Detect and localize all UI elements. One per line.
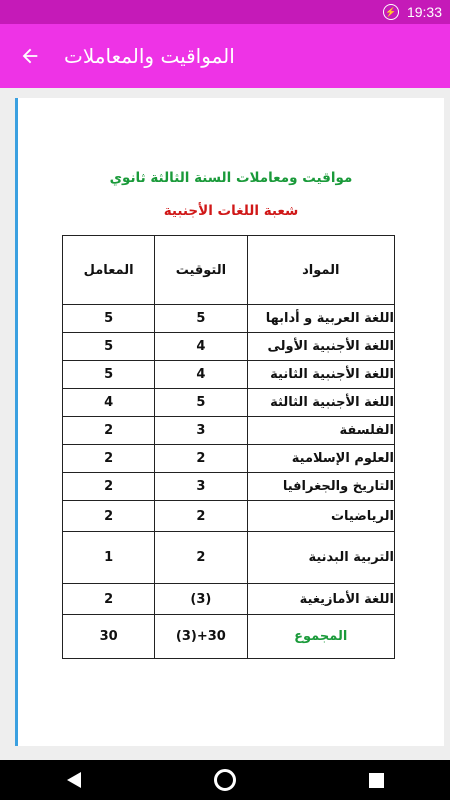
cell-coefficient: 5: [63, 333, 155, 361]
cell-coefficient: 2: [63, 445, 155, 473]
cell-subject: اللغة الأجنبية الأولى: [247, 333, 395, 361]
header-subject: المواد: [247, 236, 395, 305]
status-bar: [0, 0, 450, 24]
content-area[interactable]: [0, 88, 450, 760]
table-row: [63, 532, 395, 584]
cell-subject: التاريخ والجغرافيا: [247, 473, 395, 501]
cell-hours: 3: [155, 473, 247, 501]
total-coefficient: 30: [63, 615, 155, 659]
cell-coefficient: 5: [63, 361, 155, 389]
table-row: [63, 501, 395, 532]
table-row: [63, 361, 395, 389]
cell-hours: 5: [155, 305, 247, 333]
page-title: المواقيت والمعاملات: [64, 44, 235, 68]
cell-hours: 2: [155, 445, 247, 473]
cell-coefficient: 2: [63, 584, 155, 615]
back-button[interactable]: [16, 42, 44, 70]
status-time: 19:33: [406, 4, 442, 20]
table-row: [63, 389, 395, 417]
cell-hours: (3): [155, 584, 247, 615]
cell-hours: 5: [155, 389, 247, 417]
cell-subject: العلوم الإسلامية: [247, 445, 395, 473]
nav-home-icon[interactable]: [214, 769, 236, 791]
table-total-row: [63, 615, 395, 659]
cell-subject: الفلسفة: [247, 417, 395, 445]
nav-recents-icon[interactable]: [369, 773, 384, 788]
app-bar: [0, 24, 450, 88]
nav-back-icon[interactable]: [67, 772, 81, 788]
table-row: [63, 445, 395, 473]
table-row: [63, 417, 395, 445]
cell-subject: اللغة العربية و أدابها: [247, 305, 395, 333]
cell-subject: الرياضيات: [247, 501, 395, 532]
document-title: مواقيت ومعاملات السنة الثالثة ثانوي: [109, 170, 353, 186]
cell-coefficient: 2: [63, 501, 155, 532]
table-row: [63, 473, 395, 501]
cell-hours: 3: [155, 417, 247, 445]
cell-hours: 2: [155, 532, 247, 584]
cell-hours: 2: [155, 501, 247, 532]
cell-subject: اللغة الأجنبية الثالثة: [247, 389, 395, 417]
cell-coefficient: 5: [63, 305, 155, 333]
cell-coefficient: 4: [63, 389, 155, 417]
cell-coefficient: 1: [63, 532, 155, 584]
cell-subject: التربية البدنية: [247, 532, 395, 584]
document-subtitle: شعبة اللغات الأجنبية: [163, 203, 299, 219]
subjects-table: [62, 235, 395, 659]
battery-charging-icon: ⚡: [383, 4, 399, 20]
table-row: [63, 333, 395, 361]
navigation-bar: [0, 760, 450, 800]
status-right: [383, 0, 442, 24]
header-hours: التوقيت: [155, 236, 247, 305]
table-header-row: [63, 236, 395, 305]
document-card: [15, 98, 444, 746]
cell-subject: اللغة الأمازيغية: [247, 584, 395, 615]
cell-coefficient: 2: [63, 473, 155, 501]
cell-hours: 4: [155, 333, 247, 361]
table-row: [63, 584, 395, 615]
table-row: [63, 305, 395, 333]
header-coefficient: المعامل: [63, 236, 155, 305]
arrow-back-icon: [19, 45, 41, 67]
total-label: المجموع: [247, 615, 395, 659]
cell-hours: 4: [155, 361, 247, 389]
cell-coefficient: 2: [63, 417, 155, 445]
total-hours: 30+(3): [155, 615, 247, 659]
cell-subject: اللغة الأجنبية الثانية: [247, 361, 395, 389]
